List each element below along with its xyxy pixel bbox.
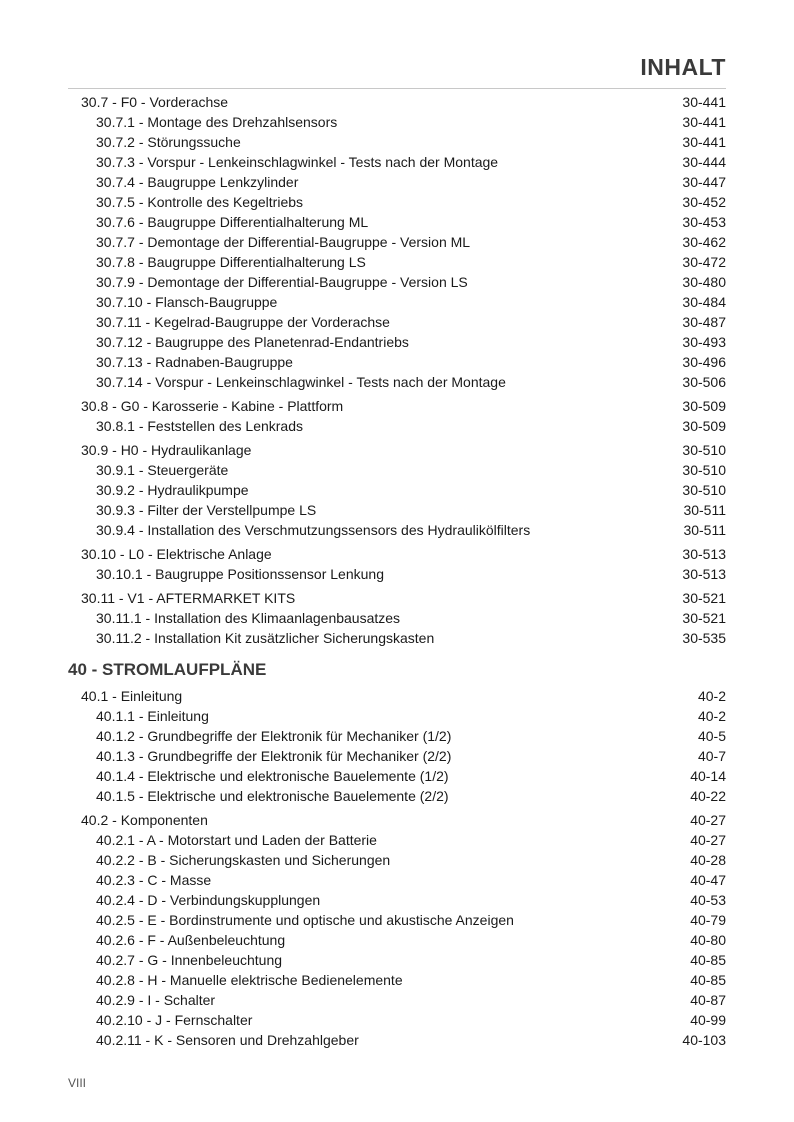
toc-entry-label: 40.2.5 - E - Bordinstrumente und optische und akustische Anzeigen — [96, 912, 514, 928]
toc-group — [68, 440, 726, 540]
toc-subsection-entry[interactable] — [68, 910, 726, 930]
toc-subsection-entry[interactable] — [68, 332, 726, 352]
toc-entry-label: 30.8 - G0 - Karosserie - Kabine - Plattform — [81, 398, 344, 414]
toc-subsection-entry[interactable] — [68, 252, 726, 272]
toc-entry-label: 30.10.1 - Baugruppe Positionssensor Lenkung — [96, 566, 384, 582]
toc-entry-page: 30-484 — [682, 294, 726, 310]
toc-group — [68, 810, 726, 1050]
toc-subsection-entry[interactable] — [68, 172, 726, 192]
toc-entry-page: 30-511 — [683, 502, 726, 518]
chapter-heading[interactable]: 40 - STROMLAUFPLÄNE — [68, 660, 267, 679]
toc-entry-page: 30-444 — [682, 154, 726, 170]
toc-entry-label: 30.7 - F0 - Vorderachse — [81, 94, 229, 110]
toc-entry-page: 30-511 — [683, 522, 726, 538]
toc-entry-page: 30-462 — [682, 234, 726, 250]
toc-entry-page: 30-535 — [682, 630, 726, 646]
toc-entry-page: 30-487 — [682, 314, 726, 330]
toc-entry-page: 30-509 — [682, 398, 726, 414]
toc-entry-label: 30.7.2 - Störungssuche — [96, 134, 241, 150]
toc-subsection-entry[interactable] — [68, 990, 726, 1010]
toc-entry-label: 30.7.5 - Kontrolle des Kegeltriebs — [96, 194, 304, 210]
toc-section-entry[interactable] — [68, 440, 726, 460]
toc-entry-label: 30.9.4 - Installation des Verschmutzungssensors des Hydraulikölfilters — [96, 522, 531, 538]
toc-subsection-entry[interactable] — [68, 870, 726, 890]
toc-section-entry[interactable] — [68, 810, 726, 830]
toc-entry-page: 30-441 — [682, 94, 726, 110]
toc-entry-label: 30.7.12 - Baugruppe des Planetenrad-Endantriebs — [96, 334, 409, 350]
toc-entry-page: 30-513 — [682, 546, 726, 562]
toc-subsection-entry[interactable] — [68, 112, 726, 132]
toc-subsection-entry[interactable] — [68, 608, 726, 628]
toc-subsection-entry[interactable] — [68, 132, 726, 152]
toc-entry-page: 40-22 — [690, 788, 726, 804]
toc-entry-label: 40.1.1 - Einleitung — [96, 708, 209, 724]
toc-entry-label: 30.7.8 - Baugruppe Differentialhalterung LS — [96, 254, 366, 270]
toc-section-entry[interactable] — [68, 92, 726, 112]
toc-entry-label: 40.2.3 - C - Masse — [96, 872, 212, 888]
toc-entry-page: 40-2 — [697, 708, 726, 724]
toc-entry-page: 40-53 — [690, 892, 726, 908]
toc-entry-page: 40-5 — [697, 728, 726, 744]
toc-group — [68, 396, 726, 436]
toc-entry-page: 30-521 — [682, 610, 726, 626]
toc-subsection-entry[interactable] — [68, 930, 726, 950]
toc-entry-label: 30.8.1 - Feststellen des Lenkrads — [96, 418, 304, 434]
toc-subsection-entry[interactable] — [68, 830, 726, 850]
toc-entry-label: 30.11 - V1 - AFTERMARKET KITS — [81, 590, 296, 606]
toc-entry-label: 30.7.13 - Radnaben-Baugruppe — [96, 354, 293, 370]
toc-entry-label: 30.7.1 - Montage des Drehzahlsensors — [96, 114, 338, 130]
toc-entry-page: 40-27 — [690, 832, 726, 848]
toc-entry-page: 40-28 — [690, 852, 726, 868]
toc-entry-page: 30-510 — [682, 462, 726, 478]
toc-entry-page: 30-472 — [682, 254, 726, 270]
toc-entry-label: 30.10 - L0 - Elektrische Anlage — [81, 546, 272, 562]
toc-subsection-entry[interactable] — [68, 372, 726, 392]
toc-entry-page: 30-496 — [682, 354, 726, 370]
toc-subsection-entry[interactable] — [68, 766, 726, 786]
toc-entry-label: 40.2.7 - G - Innenbeleuchtung — [96, 952, 283, 968]
toc-entry-label: 30.9.1 - Steuergeräte — [96, 462, 229, 478]
toc-entry-label: 40.1.2 - Grundbegriffe der Elektronik für Mechaniker (1/2) — [96, 728, 452, 744]
toc-entry-label: 40.2 - Komponenten — [81, 812, 208, 828]
toc-group — [68, 92, 726, 392]
toc-entry-label: 30.7.10 - Flansch-Baugruppe — [96, 294, 278, 310]
toc-entry-page: 40-14 — [690, 768, 726, 784]
page-header — [68, 54, 726, 89]
toc-entry-page: 40-79 — [690, 912, 726, 928]
toc-entry-page: 30-521 — [682, 590, 726, 606]
toc-section-entry[interactable] — [68, 588, 726, 608]
toc-group — [68, 588, 726, 648]
toc-subsection-entry[interactable] — [68, 1030, 726, 1050]
toc-entry-page: 30-447 — [682, 174, 726, 190]
toc-entry-label: 40.1.5 - Elektrische und elektronische Bauelemente (2/2) — [96, 788, 449, 804]
toc-section-entry[interactable] — [68, 396, 726, 416]
toc-entry-page: 30-506 — [682, 374, 726, 390]
toc-entry-page: 30-513 — [682, 566, 726, 582]
toc-subsection-entry[interactable] — [68, 416, 726, 436]
toc-entry-page: 30-510 — [682, 442, 726, 458]
toc-entry-page: 40-7 — [697, 748, 726, 764]
toc-entry-page: 40-85 — [690, 972, 726, 988]
toc-entry-label: 30.9.2 - Hydraulikpumpe — [96, 482, 249, 498]
toc-subsection-entry[interactable] — [68, 232, 726, 252]
page-number: VIII — [68, 1076, 87, 1090]
toc-entry-label: 40.2.6 - F - Außenbeleuchtung — [96, 932, 286, 948]
toc-entry-label: 30.11.1 - Installation des Klimaanlagenbausatzes — [96, 610, 401, 626]
toc-entry-label: 40.2.8 - H - Manuelle elektrische Bedienelemente — [96, 972, 403, 988]
toc-subsection-entry[interactable] — [68, 460, 726, 480]
toc-subsection-entry[interactable] — [68, 192, 726, 212]
toc-entry-page: 30-453 — [682, 214, 726, 230]
toc-group — [68, 544, 726, 584]
toc-entry-label: 30.7.9 - Demontage der Differential-Baugruppe - Version LS — [96, 274, 468, 290]
toc-entry-page: 40-27 — [690, 812, 726, 828]
toc-group — [68, 686, 726, 806]
toc-entry-page: 30-509 — [682, 418, 726, 434]
toc-entry-label: 40.2.10 - J - Fernschalter — [96, 1012, 253, 1028]
toc-subsection-entry[interactable] — [68, 850, 726, 870]
toc-entry-label: 30.7.7 - Demontage der Differential-Baugruppe - Version ML — [96, 234, 471, 250]
toc-entry-page: 40-103 — [682, 1032, 726, 1048]
toc-subsection-entry[interactable] — [68, 706, 726, 726]
toc-entry-label: 40.2.11 - K - Sensoren und Drehzahlgeber — [96, 1032, 359, 1048]
toc-entry-page: 30-452 — [682, 194, 726, 210]
toc-subsection-entry[interactable] — [68, 564, 726, 584]
toc-subsection-entry[interactable] — [68, 152, 726, 172]
toc-subsection-entry[interactable] — [68, 628, 726, 648]
toc-entry-label: 30.11.2 - Installation Kit zusätzlicher Sicherungskasten — [96, 630, 435, 646]
toc-entry-page: 40-99 — [690, 1012, 726, 1028]
toc-section-entry[interactable] — [68, 544, 726, 564]
toc-subsection-entry[interactable] — [68, 292, 726, 312]
toc-entry-page: 30-480 — [682, 274, 726, 290]
toc-entry-page: 30-441 — [682, 134, 726, 150]
page-title: INHALT — [640, 54, 726, 80]
toc-entry-label: 40.1 - Einleitung — [81, 688, 183, 704]
toc-subsection-entry[interactable] — [68, 970, 726, 990]
toc-entry-page: 40-85 — [690, 952, 726, 968]
toc-entry-label: 40.2.1 - A - Motorstart und Laden der Batterie — [96, 832, 377, 848]
toc-entry-page: 30-493 — [682, 334, 726, 350]
toc-entry-label: 30.7.14 - Vorspur - Lenkeinschlagwinkel - Tests nach der Montage — [96, 374, 506, 390]
toc-entry-label: 40.2.2 - B - Sicherungskasten und Sicherungen — [96, 852, 391, 868]
toc-entry-label: 40.2.9 - I - Schalter — [96, 992, 216, 1008]
toc-entry-page: 40-80 — [690, 932, 726, 948]
toc-section-entry[interactable] — [68, 686, 726, 706]
toc-entry-label: 30.9 - H0 - Hydraulikanlage — [81, 442, 252, 458]
toc-entry-page: 30-441 — [682, 114, 726, 130]
toc-entry-page: 30-510 — [682, 482, 726, 498]
toc-entry-label: 30.7.3 - Vorspur - Lenkeinschlagwinkel - Tests nach der Montage — [96, 154, 499, 170]
toc-subsection-entry[interactable] — [68, 786, 726, 806]
toc-entry-label: 30.9.3 - Filter der Verstellpumpe LS — [96, 502, 317, 518]
toc-subsection-entry[interactable] — [68, 1010, 726, 1030]
toc-subsection-entry[interactable] — [68, 520, 726, 540]
toc-subsection-entry[interactable] — [68, 312, 726, 332]
toc-entry-label: 30.7.4 - Baugruppe Lenkzylinder — [96, 174, 299, 190]
toc-subsection-entry[interactable] — [68, 726, 726, 746]
toc-subsection-entry[interactable] — [68, 480, 726, 500]
table-of-contents — [68, 92, 726, 1050]
toc-entry-label: 40.1.3 - Grundbegriffe der Elektronik für Mechaniker (2/2) — [96, 748, 452, 764]
toc-subsection-entry[interactable] — [68, 352, 726, 372]
toc-entry-label: 30.7.6 - Baugruppe Differentialhalterung ML — [96, 214, 369, 230]
toc-entry-label: 40.2.4 - D - Verbindungskupplungen — [96, 892, 321, 908]
toc-subsection-entry[interactable] — [68, 950, 726, 970]
toc-entry-page: 40-47 — [690, 872, 726, 888]
toc-subsection-entry[interactable] — [68, 272, 726, 292]
toc-subsection-entry[interactable] — [68, 212, 726, 232]
toc-entry-label: 40.1.4 - Elektrische und elektronische Bauelemente (1/2) — [96, 768, 449, 784]
toc-subsection-entry[interactable] — [68, 746, 726, 766]
toc-entry-label: 30.7.11 - Kegelrad-Baugruppe der Vorderachse — [96, 314, 390, 330]
toc-entry-page: 40-2 — [697, 688, 726, 704]
toc-entry-page: 40-87 — [690, 992, 726, 1008]
toc-subsection-entry[interactable] — [68, 890, 726, 910]
toc-subsection-entry[interactable] — [68, 500, 726, 520]
